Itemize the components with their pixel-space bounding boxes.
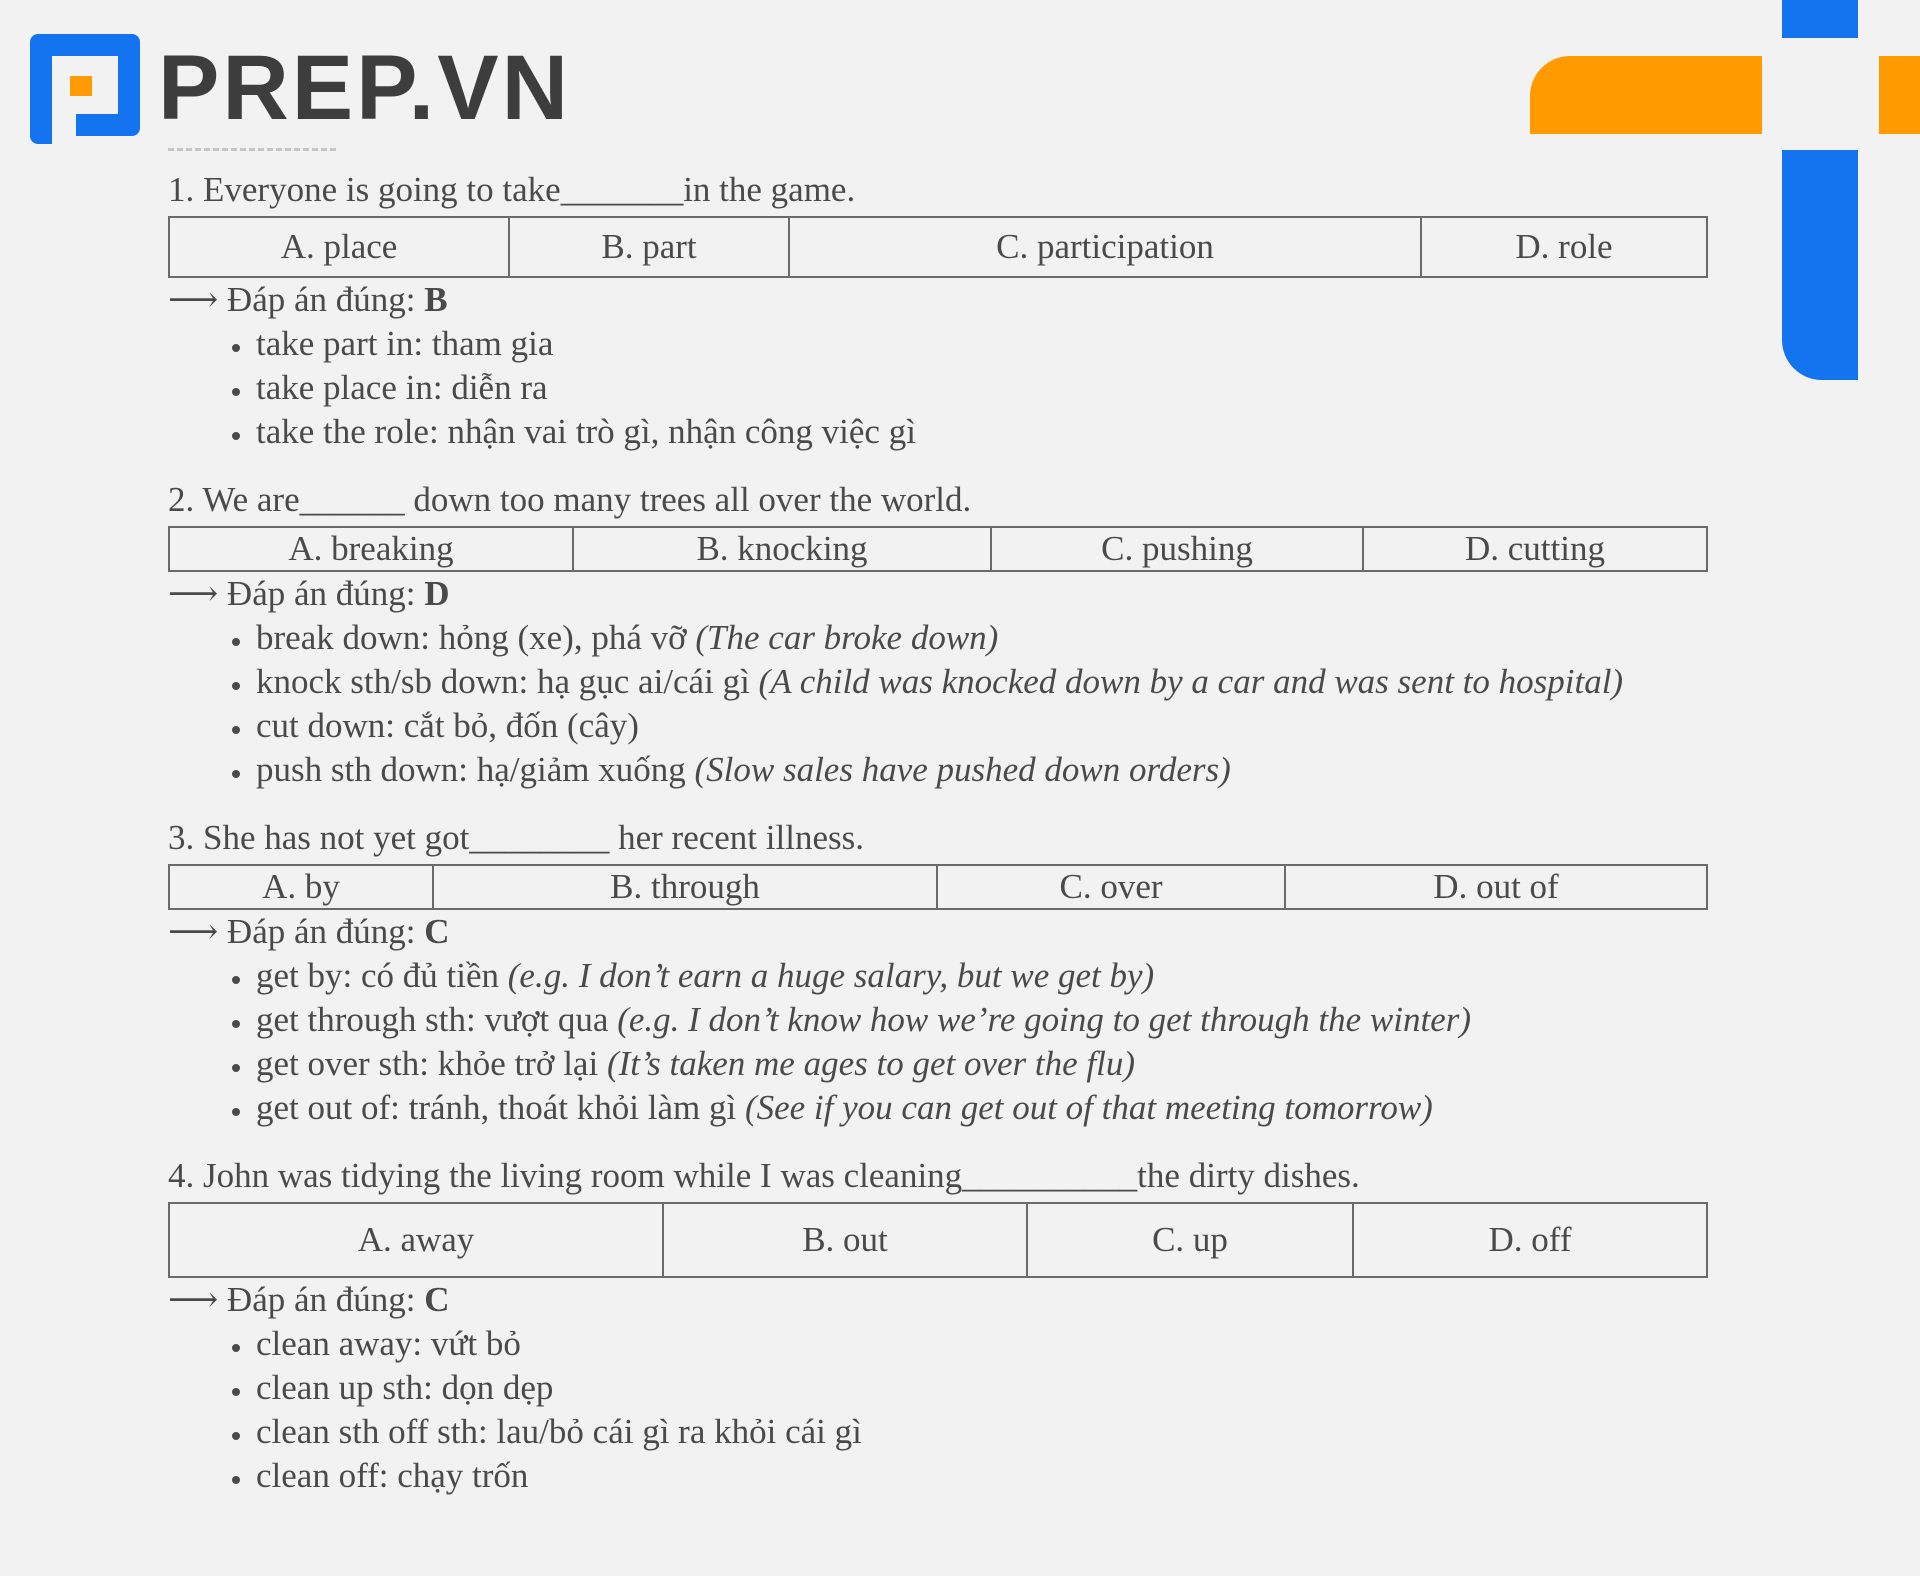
option-c: C. pushing bbox=[991, 527, 1363, 571]
option-a: A. breaking bbox=[169, 527, 573, 571]
list-item: • clean away: vứt bỏ bbox=[254, 1322, 1708, 1366]
exercise-content bbox=[168, 164, 1708, 1518]
list-item: • knock sth/sb down: hạ gục ai/cái gì (A child was knocked down by a car and was sent to hospital) bbox=[254, 660, 1708, 704]
list-item: • get over sth: khỏe trở lại (It’s taken me ages to get over the flu) bbox=[254, 1042, 1708, 1086]
option-b: B. knocking bbox=[573, 527, 991, 571]
list-item: • take the role: nhận vai trò gì, nhận công việc gì bbox=[254, 410, 1708, 454]
question-2 bbox=[168, 474, 1708, 792]
answer-letter: B bbox=[424, 280, 448, 319]
question-text: 4. John was tidying the living room while I was cleaning__________the dirty dishes. bbox=[168, 1156, 1360, 1195]
list-item: • take part in: tham gia bbox=[254, 322, 1708, 366]
question-4 bbox=[168, 1150, 1708, 1498]
answer-letter: C bbox=[424, 1280, 450, 1319]
option-d: D. role bbox=[1421, 217, 1707, 277]
list-item: • cut down: cắt bỏ, đốn (cây) bbox=[254, 704, 1708, 748]
decor-blue-bar-top bbox=[1782, 0, 1858, 38]
question-text: 1. Everyone is going to take_______in the game. bbox=[168, 170, 856, 209]
correct-answer bbox=[168, 910, 1708, 954]
answer-label: ⟶ Đáp án đúng: bbox=[168, 574, 425, 613]
option-a: A. away bbox=[169, 1203, 663, 1277]
correct-answer bbox=[168, 278, 1708, 322]
options-table bbox=[168, 526, 1708, 572]
option-d: D. off bbox=[1353, 1203, 1707, 1277]
answer-label: ⟶ Đáp án đúng: bbox=[168, 1280, 425, 1319]
list-item: • take place in: diễn ra bbox=[254, 366, 1708, 410]
correct-answer bbox=[168, 1278, 1708, 1322]
option-a: A. place bbox=[169, 217, 509, 277]
option-d: D. out of bbox=[1285, 865, 1707, 909]
explanation-list bbox=[168, 954, 1708, 1130]
option-c: C. up bbox=[1027, 1203, 1353, 1277]
answer-label: ⟶ Đáp án đúng: bbox=[168, 280, 425, 319]
option-b: B. through bbox=[433, 865, 937, 909]
list-item: • get through sth: vượt qua (e.g. I don’t know how we’re going to get through the winter) bbox=[254, 998, 1708, 1042]
answer-letter: C bbox=[424, 912, 450, 951]
option-b: B. part bbox=[509, 217, 789, 277]
list-item: • clean up sth: dọn dẹp bbox=[254, 1366, 1708, 1410]
decor-orange-bar-right bbox=[1879, 56, 1920, 134]
list-item: • clean sth off sth: lau/bỏ cái gì ra khỏi cái gì bbox=[254, 1410, 1708, 1454]
decor-blue-bar-bottom bbox=[1782, 150, 1858, 380]
option-c: C. over bbox=[937, 865, 1285, 909]
list-item: • push sth down: hạ/giảm xuống (Slow sales have pushed down orders) bbox=[254, 748, 1708, 792]
explanation-list bbox=[168, 616, 1708, 792]
option-d: D. cutting bbox=[1363, 527, 1707, 571]
question-3 bbox=[168, 812, 1708, 1130]
list-item: • break down: hỏng (xe), phá vỡ (The car broke down) bbox=[254, 616, 1708, 660]
option-c: C. participation bbox=[789, 217, 1421, 277]
answer-letter: D bbox=[424, 574, 450, 613]
list-item: • get out of: tránh, thoát khỏi làm gì (See if you can get out of that meeting tomorrow) bbox=[254, 1086, 1708, 1130]
question-text: 3. She has not yet got________ her recent illness. bbox=[168, 818, 864, 857]
cropped-text-line bbox=[168, 148, 336, 159]
explanation-list bbox=[168, 322, 1708, 454]
explanation-list bbox=[168, 1322, 1708, 1498]
list-item: • get by: có đủ tiền (e.g. I don’t earn a huge salary, but we get by) bbox=[254, 954, 1708, 998]
brand-logo bbox=[30, 34, 572, 146]
answer-label: ⟶ Đáp án đúng: bbox=[168, 912, 425, 951]
options-table bbox=[168, 1202, 1708, 1278]
list-item: • clean off: chạy trốn bbox=[254, 1454, 1708, 1498]
option-b: B. out bbox=[663, 1203, 1027, 1277]
question-1 bbox=[168, 164, 1708, 454]
options-table bbox=[168, 216, 1708, 278]
brand-name: PREP.VN bbox=[158, 37, 572, 139]
question-text: 2. We are______ down too many trees all over the world. bbox=[168, 480, 972, 519]
option-a: A. by bbox=[169, 865, 433, 909]
prep-logo-icon bbox=[30, 34, 140, 144]
decor-orange-bar-left bbox=[1530, 56, 1762, 134]
options-table bbox=[168, 864, 1708, 910]
correct-answer bbox=[168, 572, 1708, 616]
